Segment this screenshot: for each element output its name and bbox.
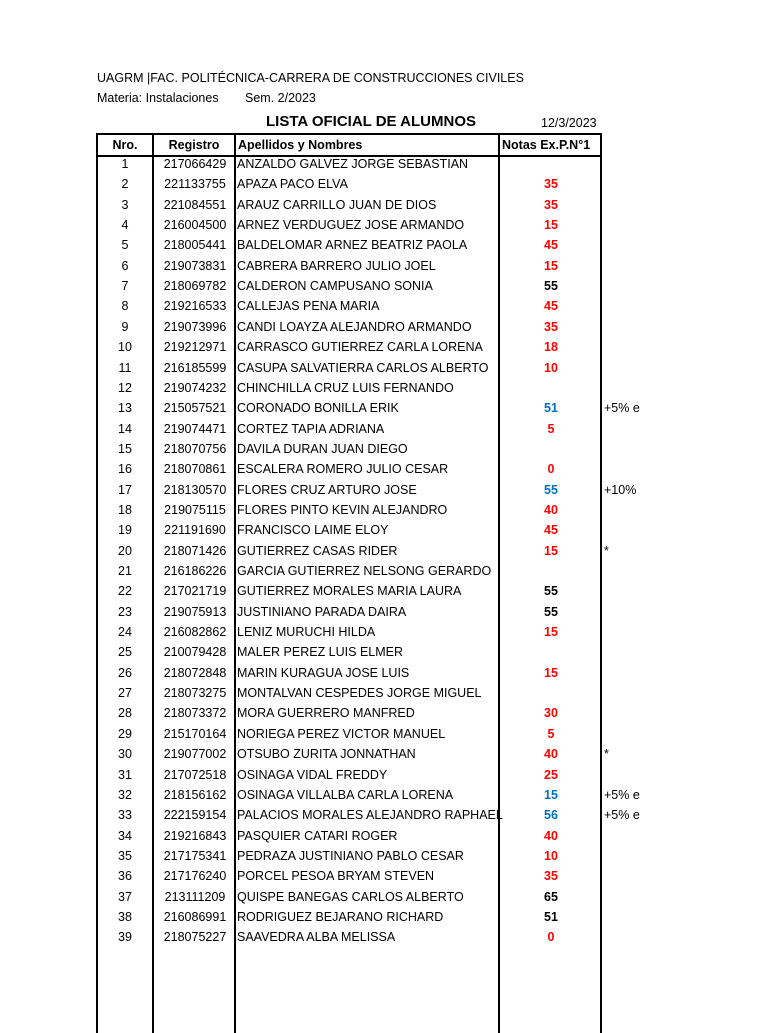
table-row (96, 378, 696, 398)
row-nombre: GUTIERREZ MORALES MARIA LAURA (237, 584, 462, 599)
institution-line: UAGRM |FAC. POLITÉCNICA-CARRERA DE CONSTRUCCIONES CIVILES (97, 71, 524, 85)
table-row (96, 317, 696, 337)
table-row (96, 805, 696, 825)
row-number: 24 (118, 625, 132, 640)
row-registro: 218070861 (163, 462, 227, 477)
row-nombre: BALDELOMAR ARNEZ BEATRIZ PAOLA (237, 238, 468, 253)
row-number: 10 (118, 340, 132, 355)
table-row (96, 561, 696, 581)
row-nombre: FRANCISCO LAIME ELOY (237, 523, 389, 538)
row-nombre: OSINAGA VILLALBA CARLA LORENA (237, 787, 454, 802)
page-title: LISTA OFICIAL DE ALUMNOS (266, 113, 476, 130)
row-nombre: QUISPE BANEGAS CARLOS ALBERTO (237, 889, 464, 904)
table-row (96, 235, 696, 255)
row-nota: 55 (544, 584, 558, 599)
table-row (96, 907, 696, 927)
row-observacion: +5% e (604, 401, 640, 416)
row-number: 38 (118, 909, 132, 924)
table-row (96, 459, 696, 479)
table-row (96, 927, 696, 947)
row-number: 30 (118, 747, 132, 762)
row-number: 2 (121, 177, 129, 192)
row-nombre: CALLEJAS PENA MARIA (237, 299, 380, 314)
row-nota: 51 (544, 401, 558, 416)
row-nota: 15 (544, 625, 558, 640)
column-header-nro: Nro. (112, 138, 138, 152)
row-number: 1 (121, 157, 129, 171)
row-nombre: PORCEL PESOA BRYAM STEVEN (237, 869, 435, 884)
row-number: 9 (121, 319, 129, 334)
row-number: 3 (121, 197, 129, 212)
semester-label: Sem. 2/2023 (245, 91, 316, 105)
row-nombre: APAZA PACO ELVA (237, 177, 348, 192)
row-registro: 215057521 (163, 401, 227, 416)
table-row (96, 683, 696, 703)
row-number: 39 (118, 930, 132, 945)
row-nota: 65 (544, 889, 558, 904)
row-nota: 45 (544, 299, 558, 314)
row-registro: 217176240 (163, 869, 227, 884)
table-row (96, 480, 696, 500)
table-row (96, 154, 696, 174)
row-registro: 216186226 (163, 564, 227, 578)
row-registro: 219073996 (163, 319, 227, 334)
row-nombre: RODRIGUEZ BEJARANO RICHARD (237, 909, 444, 924)
table-row (96, 520, 696, 540)
row-registro: 213111209 (164, 889, 226, 904)
row-nota: 55 (544, 482, 558, 497)
row-nota: 45 (544, 523, 558, 538)
row-nombre: PEDRAZA JUSTINIANO PABLO CESAR (237, 848, 464, 863)
row-nombre: SAAVEDRA ALBA MELISSA (237, 930, 396, 945)
row-nombre: CARRASCO GUTIERREZ CARLA LORENA (237, 340, 483, 355)
row-registro: 219074471 (163, 421, 227, 436)
row-registro: 221084551 (163, 197, 227, 212)
row-nota: 18 (544, 340, 558, 355)
row-nombre: JUSTINIANO PARADA DAIRA (237, 604, 407, 619)
row-nota: 15 (544, 787, 558, 802)
document-date: 12/3/2023 (541, 116, 597, 130)
row-observacion: * (604, 543, 609, 558)
row-observacion: +10% (604, 482, 637, 497)
row-nota: 5 (547, 421, 555, 436)
row-nombre: PALACIOS MORALES ALEJANDRO RAPHAEL (237, 808, 503, 823)
row-observacion: +5% e (604, 808, 640, 823)
table-row (96, 703, 696, 723)
row-nota: 15 (544, 218, 558, 233)
row-number: 8 (121, 299, 129, 314)
row-number: 13 (118, 401, 132, 416)
row-nota: 35 (544, 869, 558, 884)
row-registro: 217072518 (163, 767, 227, 782)
table-row (96, 541, 696, 561)
row-nombre: FLORES PINTO KEVIN ALEJANDRO (237, 502, 448, 517)
row-nombre: OTSUBO ZURITA JONNATHAN (237, 747, 416, 762)
row-number: 37 (118, 889, 132, 904)
row-registro: 216082862 (163, 625, 227, 640)
row-nombre: DAVILA DURAN JUAN DIEGO (237, 441, 408, 456)
table-row (96, 296, 696, 316)
row-nota: 56 (544, 808, 558, 823)
row-nota: 15 (544, 258, 558, 273)
row-registro: 218069782 (163, 279, 227, 294)
row-nombre: ARAUZ CARRILLO JUAN DE DIOS (237, 197, 437, 212)
row-number: 21 (118, 564, 132, 578)
row-nombre: OSINAGA VIDAL FREDDY (237, 767, 388, 782)
table-row (96, 602, 696, 622)
row-nombre: FLORES CRUZ ARTURO JOSE (237, 482, 417, 497)
row-registro: 219216533 (163, 299, 227, 314)
table-row (96, 419, 696, 439)
row-nombre: GUTIERREZ CASAS RIDER (237, 543, 398, 558)
row-number: 25 (118, 645, 132, 660)
row-nombre: ARNEZ VERDUGUEZ JOSE ARMANDO (237, 218, 465, 233)
row-registro: 218130570 (163, 482, 227, 497)
row-registro: 218073372 (163, 706, 227, 721)
table-row (96, 765, 696, 785)
row-observacion: * (604, 747, 609, 762)
row-nombre: PASQUIER CATARI ROGER (237, 828, 398, 843)
row-nombre: MALER PEREZ LUIS ELMER (237, 645, 404, 660)
row-number: 31 (118, 767, 132, 782)
row-nombre: CORONADO BONILLA ERIK (237, 401, 399, 416)
row-nombre: MORA GUERRERO MANFRED (237, 706, 415, 721)
column-header-registro: Registro (168, 138, 220, 152)
row-nombre: CALDERON CAMPUSANO SONIA (237, 279, 433, 294)
table-row (96, 276, 696, 296)
row-nota: 10 (544, 848, 558, 863)
row-registro: 217066429 (163, 157, 227, 171)
row-number: 17 (118, 482, 132, 497)
table-row (96, 663, 696, 683)
row-registro: 219216843 (163, 828, 227, 843)
table-row (96, 724, 696, 744)
table-row (96, 398, 696, 418)
row-number: 15 (118, 441, 132, 456)
row-nota: 0 (547, 930, 555, 945)
table-row (96, 195, 696, 215)
row-nombre: LENIZ MURUCHI HILDA (237, 625, 376, 640)
table-row (96, 358, 696, 378)
subject-label: Materia: Instalaciones (97, 91, 219, 105)
table-top-border (96, 133, 602, 135)
row-number: 33 (118, 808, 132, 823)
table-row (96, 581, 696, 601)
subject-line (97, 91, 316, 105)
row-nota: 55 (544, 279, 558, 294)
row-registro: 219074232 (163, 380, 227, 395)
row-registro: 218156162 (163, 787, 227, 802)
row-registro: 216004500 (163, 218, 227, 233)
row-number: 22 (118, 584, 132, 599)
column-header-nombres: Apellidos y Nombres (238, 138, 363, 152)
row-registro: 217021719 (163, 584, 227, 599)
row-nombre: CHINCHILLA CRUZ LUIS FERNANDO (237, 380, 454, 395)
row-nota: 51 (544, 909, 558, 924)
row-nombre: ANZALDO GALVEZ JORGE SEBASTIAN (237, 157, 469, 171)
row-registro: 219212971 (163, 340, 227, 355)
row-registro: 218005441 (163, 238, 227, 253)
table-row (96, 215, 696, 235)
row-registro: 218072848 (163, 665, 227, 680)
row-number: 11 (118, 360, 132, 375)
table-row (96, 642, 696, 662)
row-nombre: GARCIA GUTIERREZ NELSONG GERARDO (237, 564, 492, 578)
row-registro: 215170164 (163, 726, 227, 741)
row-nombre: MONTALVAN CESPEDES JORGE MIGUEL (237, 686, 482, 701)
row-registro: 218070756 (163, 441, 227, 456)
row-nota: 45 (544, 238, 558, 253)
table-row (96, 622, 696, 642)
row-number: 20 (118, 543, 132, 558)
row-registro: 221133755 (164, 177, 226, 192)
row-nota: 40 (544, 828, 558, 843)
row-number: 32 (118, 787, 132, 802)
row-nombre: CASUPA SALVATIERRA CARLOS ALBERTO (237, 360, 489, 375)
row-registro: 216185599 (163, 360, 227, 375)
table-row (96, 826, 696, 846)
row-registro: 219077002 (163, 747, 227, 762)
row-nombre: ESCALERA ROMERO JULIO CESAR (237, 462, 449, 477)
row-nota: 25 (544, 767, 558, 782)
row-nota: 0 (547, 462, 555, 477)
row-nota: 35 (544, 197, 558, 212)
row-registro: 221191690 (164, 523, 226, 538)
table-row (96, 174, 696, 194)
row-registro: 217175341 (163, 848, 227, 863)
row-nota: 55 (544, 604, 558, 619)
table-row (96, 846, 696, 866)
row-number: 14 (118, 421, 132, 436)
row-registro: 218075227 (163, 930, 227, 945)
row-registro: 216086991 (163, 909, 227, 924)
row-nombre: CABRERA BARRERO JULIO JOEL (237, 258, 436, 273)
table-row (96, 337, 696, 357)
row-nombre: CANDI LOAYZA ALEJANDRO ARMANDO (237, 319, 472, 334)
row-nombre: NORIEGA PEREZ VICTOR MANUEL (237, 726, 446, 741)
table-row (96, 256, 696, 276)
row-number: 4 (121, 218, 129, 233)
row-registro: 210079428 (163, 645, 227, 660)
row-observacion: +5% e (604, 787, 640, 802)
row-number: 19 (118, 523, 132, 538)
row-nota: 35 (544, 177, 558, 192)
row-number: 6 (121, 258, 129, 273)
row-registro: 218073275 (163, 686, 227, 701)
table-row (96, 887, 696, 907)
row-nombre: MARIN KURAGUA JOSE LUIS (237, 665, 410, 680)
table-row (96, 866, 696, 886)
table-row (96, 785, 696, 805)
table-row (96, 500, 696, 520)
row-number: 5 (121, 238, 129, 253)
row-registro: 222159154 (163, 808, 227, 823)
row-number: 35 (118, 848, 132, 863)
row-number: 36 (118, 869, 132, 884)
row-number: 7 (121, 279, 129, 294)
row-nota: 15 (544, 543, 558, 558)
row-number: 27 (118, 686, 132, 701)
row-registro: 219075913 (163, 604, 227, 619)
row-nota: 35 (544, 319, 558, 334)
table-row (96, 744, 696, 764)
row-number: 12 (118, 380, 132, 395)
column-header-notas: Notas Ex.P.N°1 (502, 138, 591, 152)
row-number: 26 (118, 665, 132, 680)
row-number: 23 (118, 604, 132, 619)
row-nota: 5 (547, 726, 555, 741)
row-nota: 30 (544, 706, 558, 721)
row-nota: 15 (544, 665, 558, 680)
row-registro: 219073831 (163, 258, 227, 273)
row-number: 34 (118, 828, 132, 843)
row-registro: 218071426 (163, 543, 227, 558)
row-nota: 10 (544, 360, 558, 375)
row-nombre: CORTEZ TAPIA ADRIANA (237, 421, 385, 436)
row-number: 18 (118, 502, 132, 517)
row-nota: 40 (544, 502, 558, 517)
row-registro: 219075115 (164, 502, 226, 517)
row-number: 28 (118, 706, 132, 721)
row-number: 16 (118, 462, 132, 477)
row-number: 29 (118, 726, 132, 741)
table-row (96, 439, 696, 459)
row-nota: 40 (544, 747, 558, 762)
